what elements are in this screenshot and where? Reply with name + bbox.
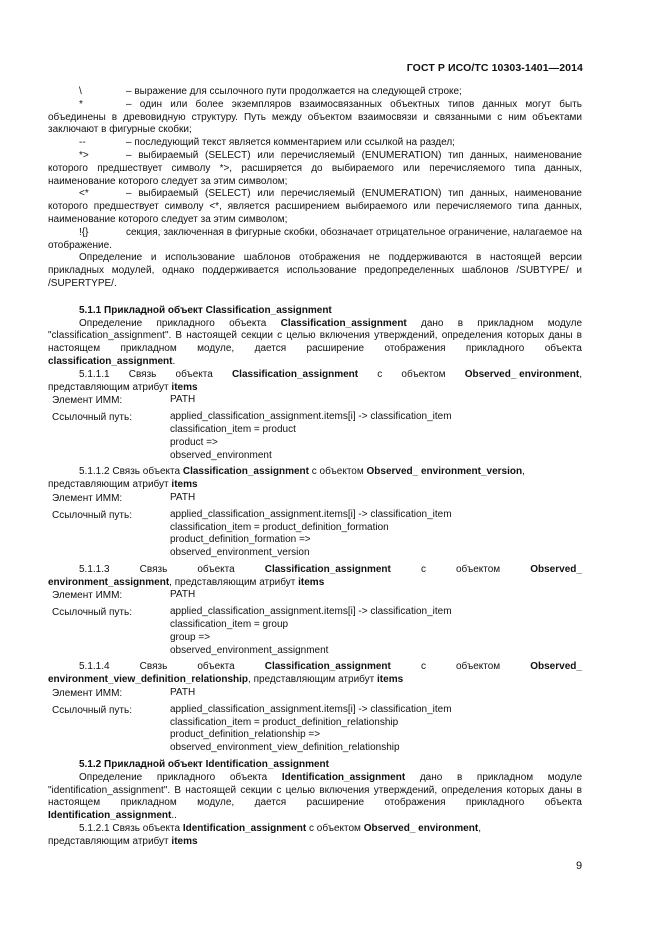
subsection-5113: 5.1.1.3 Связь объекта Classification_assignment с объектом Observed_ environment_assignment, представляющим атрибут items Элемент ИММ: PATH Ссылочный путь: applied_classification_assignment.items[i] -> classification_item classification_item = group group => observed_environment_assignment (48, 563, 582, 656)
symbol-line: <* – выбираемый (SELECT) или перечисляемый (ENUMERATION) тип данных, наименование которого предшествует символу <*, является расширением выбираемого или перечисляемого типа данных, наименование которого следует за этим символом; (48, 188, 582, 225)
symbol-line: \ – выражение для ссылочного пути продолжается на следующей строке; (79, 86, 462, 97)
mapping-table: Элемент ИММ: PATH Ссылочный путь: applied_classification_assignment.items[i] -> classification_item classification_item = product_definition_formation product_definition_formation => observed_environment_version (52, 491, 452, 559)
section-paragraph: Определение прикладного объекта Identification_assignment дано в прикладном модуле "identification_assignment". В настоящей секции с целью включения утверждений, определения которых даны в настоящем прикладном модуле, дается расширение отображения прикладного объекта Identification_assignment.. (48, 771, 583, 822)
subsection-heading: 5.1.1.2 Связь объекта Classification_assignment с объектом Observed_ environment_version, (79, 466, 525, 478)
symbol-line: -- – последующий текст является комментарием или ссылкой на раздел; (79, 137, 455, 149)
subsection-5121: 5.1.2.1 Связь объекта Identification_assignment с объектом Observed_ environment, представляющим атрибут items (48, 823, 582, 849)
symbol-line: *> – выбираемый (SELECT) или перечисляемый (ENUMERATION) тип данных, наименование которого предшествует символу *>, расширяется до выбираемого или перечисляемого типа данных, наименование которого следует за этим символом; (48, 149, 582, 187)
section-paragraph: Определение прикладного объекта Classification_assignment дано в прикладном модуле "classification_assignment". В настоящей секции с целью включения утверждений, определения которых даны в настоящем прикладном модуле, дается расширение отображения прикладного объекта classification_assignment. (48, 317, 583, 367)
section-title-511: 5.1.1 Прикладной объект Classification_assignment (79, 304, 332, 316)
subsection-heading: 5.1.1.3 Связь объекта Classification_assignment с объектом Observed_ (79, 563, 582, 575)
subsection-5112: 5.1.1.2 Связь объекта Classification_assignment с объектом Observed_ environment_version, представляющим атрибут items Элемент ИММ: PATH Ссылочный путь: applied_classification_assignment.items[i] -> classification_item classification_item = product_definition_formation product_definition_formation => observed_environment_version (48, 466, 582, 560)
document-header: ГОСТ Р ИСО/ТС 10303-1401—2014 (406, 62, 583, 74)
symbol-line: !{} секция, заключенная в фигурные скобки, обозначает отрицательное ограничение, налагаемое на отображение. (48, 226, 582, 251)
intro-note: Определение и использование шаблонов отображения не поддерживаются в настоящей версии прикладных модулей, однако поддерживается использование предопределенных шаблонов /SUBTYPE/ и /SUPERTYPE/. (48, 252, 582, 289)
symbol-line: * – один или более экземпляров взаимосвязанных объектных типов данных могут быть объединены в древовидную структуру. Путь между объектом взаимосвязи и связанными с ним объектами заключают в фигурные скобки; (48, 98, 582, 136)
mapping-table: Элемент ИММ: PATH Ссылочный путь: applied_classification_assignment.items[i] -> classification_item classification_item = group group => observed_environment_assignment (52, 589, 452, 656)
subsection-heading: 5.1.2.1 Связь объекта Identification_assignment с объектом Observed_ environment, (79, 823, 481, 835)
subsection-5111: 5.1.1.1 Связь объекта Classification_assignment с объектом Observed_ environment, представляющим атрибут items Элемент ИММ: PATH Ссылочный путь: applied_classification_assignment.items[i] -> classification_item classification_item = product product => observed_environment (48, 368, 582, 461)
subsection-5114: 5.1.1.4 Связь объекта Classification_assignment с объектом Observed_ environment_view_definition_relationship, представляющим атрибут items Элемент ИММ: PATH Ссылочный путь: applied_classification_assignment.items[i] -> classification_item classification_item = product_definition_relationship product_definition_relationship => observed_environment_view_definition_relationship (48, 661, 582, 754)
document-body (48, 86, 582, 849)
mapping-table: Элемент ИММ: PATH Ссылочный путь: applied_classification_assignment.items[i] -> classification_item classification_item = product product => observed_environment (52, 394, 452, 461)
mapping-table: Элемент ИММ: PATH Ссылочный путь: applied_classification_assignment.items[i] -> classification_item classification_item = product_definition_relationship product_definition_relationship => observed_environment_view_definition_relationship (52, 687, 452, 754)
subsection-heading: 5.1.1.1 Связь объекта Classification_assignment с объектом Observed_ environment, (79, 368, 582, 380)
subsection-heading: 5.1.1.4 Связь объекта Classification_assignment с объектом Observed_ (79, 661, 582, 673)
section-title-512: 5.1.2 Прикладной объект Identification_assignment (79, 759, 329, 771)
page-number: 9 (576, 860, 583, 872)
